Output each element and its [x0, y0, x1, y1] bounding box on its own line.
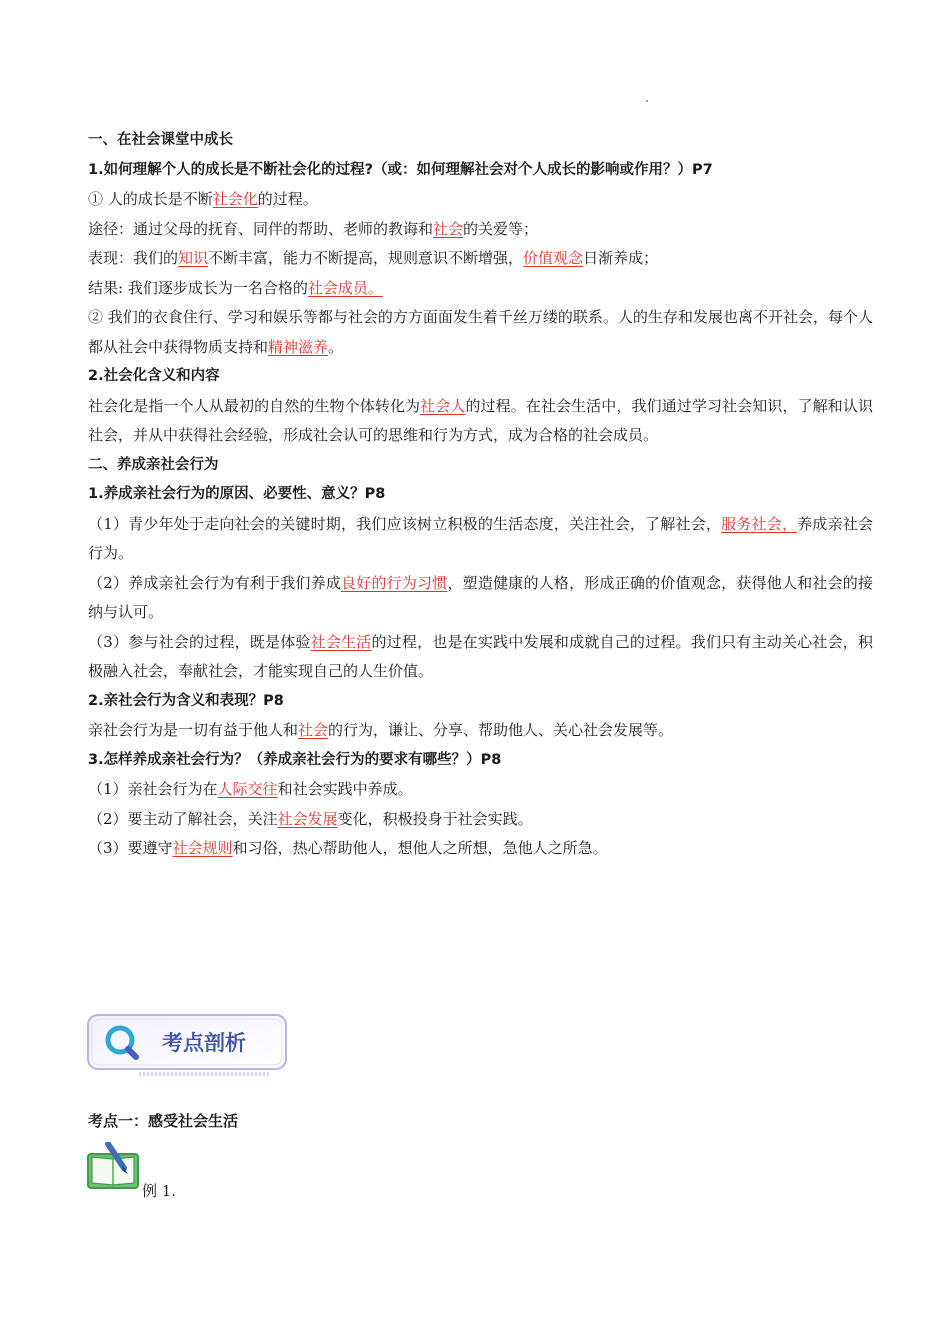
text: 的过程，也是在实践中发展和成就自己的过程。我们只有主动关心社会，积极融入社会，奉献社会，才能实现自己的人生价值。	[88, 632, 873, 680]
highlight-keyword: 服务社会，	[721, 514, 798, 533]
text: ② 我们的衣食住行、学习和娱乐等都与社会的方方面面发生着千丝万缕的联系。人的生存和发展也离不开社会，每个人都从社会中获得物质支持和	[88, 308, 873, 356]
point-performance	[88, 244, 873, 274]
text: 养成亲社会行为。	[88, 514, 873, 562]
badge-underline-ticks	[140, 1072, 268, 1076]
highlight-keyword: 社会规则	[172, 839, 233, 857]
question-2-3-title: 3.怎样养成亲社会行为？（养成亲社会行为的要求有哪些？）P8	[88, 751, 502, 768]
text: 日渐养成；	[583, 249, 659, 267]
highlight-keyword: 价值观念	[523, 249, 584, 267]
text: 表现：我们的	[88, 249, 179, 267]
text: 的过程。在社会生活中，我们通过学习社会知识，了解和认识社会，并从中获得社会经验，形成社会认可的思维和行为方式，成为合格的社会成员。	[88, 396, 873, 444]
question-2-2-title: 2.亲社会行为含义和表现？P8	[88, 692, 284, 709]
text: （3）参与社会的过程，既是体验	[88, 632, 311, 651]
highlight-keyword: 知识	[178, 249, 209, 267]
section2-heading: 二、养成亲社会行为	[88, 456, 219, 473]
question-1-1-title: 1.如何理解个人的成长是不断社会化的过程?（或：如何理解社会对个人成长的影响或作用？）P7	[88, 161, 713, 178]
highlight-keyword: 良好的行为习惯	[341, 573, 448, 592]
example-label: 例 1.	[142, 1182, 177, 1200]
text: 不断丰富，能力不断提高，规则意识不断增强，	[208, 249, 524, 267]
reason-3	[88, 628, 873, 687]
requirement-2	[88, 805, 873, 835]
text: （3）要遵守	[88, 839, 173, 857]
text: ① 人的成长是不断	[88, 190, 213, 208]
text: （2）养成亲社会行为有利于我们养成	[88, 573, 342, 592]
highlight-keyword: 精神滋养	[268, 337, 329, 356]
highlight-keyword: 社会发展	[277, 809, 338, 828]
exam-analysis-badge	[84, 1012, 290, 1078]
prosocial-definition	[88, 716, 873, 746]
highlight-keyword: 社会	[298, 721, 329, 739]
point-path	[88, 215, 873, 245]
text: 变化，积极投身于社会实践。	[337, 809, 533, 828]
reason-1	[88, 510, 873, 569]
badge-label: 考点剖析	[162, 1031, 246, 1055]
point-result	[88, 274, 873, 304]
point-2	[88, 303, 873, 362]
text: 亲社会行为是一切有益于他人和	[88, 721, 299, 739]
text: （1）亲社会行为在	[88, 780, 218, 798]
reason-2	[88, 569, 873, 628]
highlight-keyword: 社会化	[212, 190, 258, 208]
highlight-keyword: 社会生活	[310, 632, 372, 651]
page-mark	[646, 100, 648, 102]
requirement-1	[88, 775, 873, 805]
socialization-definition	[88, 392, 873, 451]
text: 。	[328, 337, 344, 356]
text: 和习俗，热心帮助他人，想他人之所想，急他人之所急。	[232, 839, 608, 857]
book-pencil-icon	[86, 1142, 142, 1192]
question-1-2-title: 2.社会化含义和内容	[88, 368, 220, 384]
point-1	[88, 185, 873, 215]
highlight-keyword: 社会人	[420, 396, 466, 415]
text: 途径：通过父母的抚育、同伴的帮助、老师的教诲和	[88, 219, 434, 238]
notes-content	[88, 126, 873, 864]
section1-heading: 一、在社会课堂中成长	[88, 132, 233, 148]
highlight-keyword: 社会成员。	[307, 278, 383, 297]
text: （1）青少年处于走向社会的关键时期，我们应该树立积极的生活态度，关注社会，了解社会，	[88, 514, 722, 533]
requirement-3	[88, 834, 873, 864]
text: 的关爱等；	[463, 219, 539, 238]
highlight-keyword: 人际交往	[217, 780, 278, 798]
text: 社会化是指一个人从最初的自然的生物个体转化为	[88, 396, 421, 415]
highlight-keyword: 社会	[433, 219, 464, 238]
text: 结果: 我们逐步成长为一名合格的	[88, 278, 308, 297]
text: 的过程。	[257, 190, 318, 208]
text: 和社会实践中养成。	[277, 780, 413, 798]
text: （2）要主动了解社会，关注	[88, 809, 278, 828]
text: 的行为，谦让、分享、帮助他人、关心社会发展等。	[328, 721, 674, 739]
exam-point-title: 考点一：感受社会生活	[88, 1112, 239, 1130]
text: ，塑造健康的人格，形成正确的价值观念，获得他人和社会的接纳与认可。	[88, 573, 873, 621]
question-2-1-title: 1.养成亲社会行为的原因、必要性、意义？P8	[88, 486, 386, 502]
